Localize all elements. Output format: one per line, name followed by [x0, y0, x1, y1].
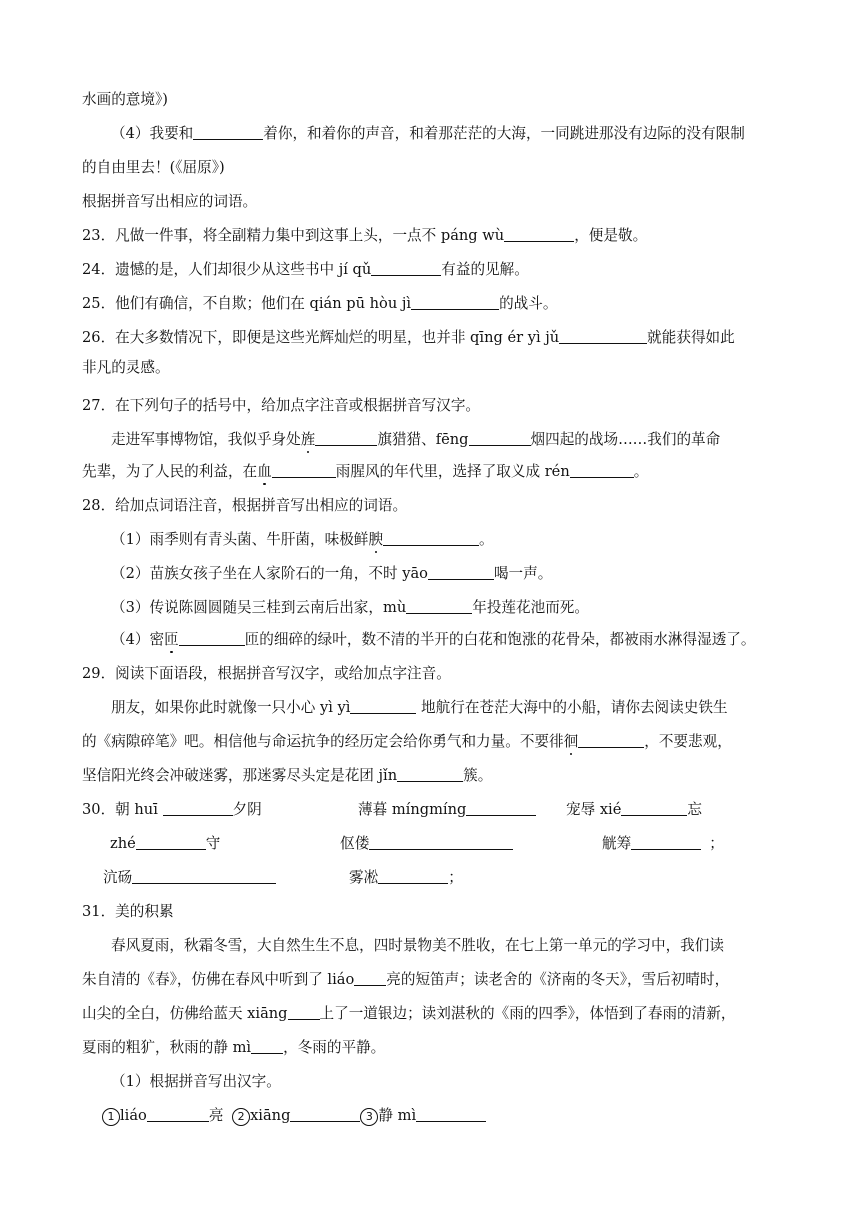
- section-instruction: 根据拼音写出相应的词语。: [82, 193, 258, 210]
- question-30-item: 沆砀: [103, 868, 276, 888]
- answer-blank[interactable]: [469, 430, 531, 446]
- answer-blank[interactable]: [371, 260, 441, 276]
- answer-blank[interactable]: [397, 766, 463, 782]
- answer-blank[interactable]: [369, 834, 513, 850]
- text-line: 夏雨的粗犷，秋雨的静 mì ，冬雨的平静。: [82, 1039, 386, 1056]
- dotted-char: 腴: [368, 531, 383, 548]
- question-25: 25．他们有确信，不自欺；他们在 qián pū hòu jì 的战斗。: [82, 295, 558, 312]
- answer-blank[interactable]: [570, 462, 634, 478]
- question-28: 28．给加点词语注音，根据拼音写出相应的词语。: [82, 497, 408, 514]
- question-30-item: 觥筹 ；: [602, 835, 724, 852]
- dotted-char: 徊: [563, 733, 579, 750]
- text-line: 的自由里去！(《屈原》): [82, 159, 225, 176]
- text-line: 的《病隙碎笔》吧。相信他与命运抗争的经历定会给你勇气和力量。不要徘徊 ，不要悲观，: [82, 733, 732, 750]
- answer-blank[interactable]: [631, 834, 701, 850]
- text-line: 朋友，如果你此时就像一只小心 yì yì 地航行在苍茫大海中的小船，请你去阅读史铁生: [111, 699, 728, 716]
- circled-number: 1: [102, 1108, 120, 1126]
- question-24: 24．遗憾的是，人们却很少从这些书中 jí qǔ 有益的见解。: [82, 261, 529, 278]
- dotted-char: 旌: [300, 431, 316, 448]
- answer-blank[interactable]: [251, 1038, 283, 1054]
- question-30-item: 雾凇 ；: [349, 869, 463, 886]
- question-31: 31．美的积累: [82, 903, 174, 920]
- answer-blank[interactable]: [290, 1106, 360, 1122]
- answer-blank[interactable]: [428, 564, 494, 580]
- question-31-answers: 1 liáo 亮 2 xiāng 3 静 mì: [102, 1106, 486, 1126]
- answer-blank[interactable]: [163, 800, 233, 816]
- question-23: 23．凡做一件事，将全副精力集中到这事上头，一点不 páng wù ，便是敬。: [82, 227, 648, 244]
- answer-blank[interactable]: [504, 226, 574, 242]
- answer-blank[interactable]: [578, 732, 644, 748]
- answer-blank[interactable]: [136, 834, 206, 850]
- text-line: （3）传说陈圆圆随吴三桂到云南后出家，mù 年投莲花池而死。: [111, 599, 589, 616]
- question-30-row: 30．朝 huī 夕阴: [82, 801, 262, 818]
- question-29: 29．阅读下面语段，根据拼音写汉字，或给加点字注音。: [82, 665, 451, 682]
- question-27: 27．在下列句子的括号中，给加点字注音或根据拼音写汉字。: [82, 397, 481, 414]
- text-line: 山尖的全白，仿佛给蓝天 xiāng 上了一道银边；读刘湛秋的《雨的四季》，体悟到了春雨的清新，: [82, 1005, 736, 1022]
- answer-blank[interactable]: [411, 294, 499, 310]
- answer-blank[interactable]: [288, 1004, 320, 1020]
- answer-blank[interactable]: [466, 800, 536, 816]
- answer-blank[interactable]: [350, 698, 416, 714]
- text-line: 非凡的灵感。: [82, 359, 170, 376]
- answer-blank[interactable]: [621, 800, 687, 816]
- answer-blank[interactable]: [406, 598, 472, 614]
- answer-blank[interactable]: [315, 430, 377, 446]
- circled-number: 2: [232, 1108, 250, 1126]
- dotted-char: 匝: [164, 631, 179, 648]
- question-30-item: zhé 守: [110, 835, 221, 852]
- text-line: 坚信阳光终会冲破迷雾，那迷雾尽头定是花团 jǐn 簇。: [82, 767, 493, 784]
- answer-blank[interactable]: [378, 868, 448, 884]
- text-line: （2）苗族女孩子坐在人家阶石的一角，不时 yāo 喝一声。: [111, 565, 553, 582]
- text-line: （1）雨季则有青头菌、牛肝菌，味极鲜腴 。: [111, 531, 494, 548]
- text-line: 朱自清的《春》，仿佛在春风中听到了 liáo 亮的短笛声；读老舍的《济南的冬天》，雪后初晴时，: [82, 971, 730, 988]
- answer-blank[interactable]: [132, 868, 276, 884]
- question-26: 26．在大多数情况下，即便是这些光辉灿烂的明星，也并非 qīng ér yì jǔ 就能获得如此: [82, 329, 735, 346]
- answer-blank[interactable]: [147, 1106, 209, 1122]
- text-line: 走进军事博物馆，我似乎身处旌 旗猎猎、fēng 烟四起的战场……我们的革命: [111, 431, 721, 448]
- answer-blank[interactable]: [354, 970, 386, 986]
- text-line: 水画的意境》): [82, 91, 168, 108]
- answer-blank[interactable]: [383, 530, 479, 546]
- circled-number: 3: [360, 1108, 378, 1126]
- dotted-char: 血: [257, 463, 272, 480]
- answer-blank[interactable]: [272, 462, 336, 478]
- text-line: （4）密匝 匝的细碎的绿叶，数不清的半开的白花和饱涨的花骨朵，都被雨水淋得湿透了。: [111, 631, 756, 648]
- text-line: 春风夏雨，秋霜冬雪，大自然生生不息，四时景物美不胜收，在七上第一单元的学习中，我们读: [111, 937, 724, 954]
- question-30-item: 伛偻: [340, 834, 513, 854]
- answer-blank[interactable]: [559, 328, 647, 344]
- text-line: （1）根据拼音写出汉字。: [111, 1073, 281, 1090]
- question-30-item: 薄暮 míngmíng: [358, 800, 536, 820]
- answer-blank[interactable]: [416, 1106, 486, 1122]
- answer-blank[interactable]: [193, 124, 263, 140]
- question-30-item: 宠辱 xié 忘: [566, 801, 702, 818]
- text-line: （4）我要和 着你，和着你的声音，和着那茫茫的大海，一同跳进那没有边际的没有限制: [111, 125, 745, 142]
- text-line: 先辈，为了人民的利益，在血 雨腥风的年代里，选择了取义成 rén 。: [82, 463, 649, 480]
- answer-blank[interactable]: [179, 630, 245, 646]
